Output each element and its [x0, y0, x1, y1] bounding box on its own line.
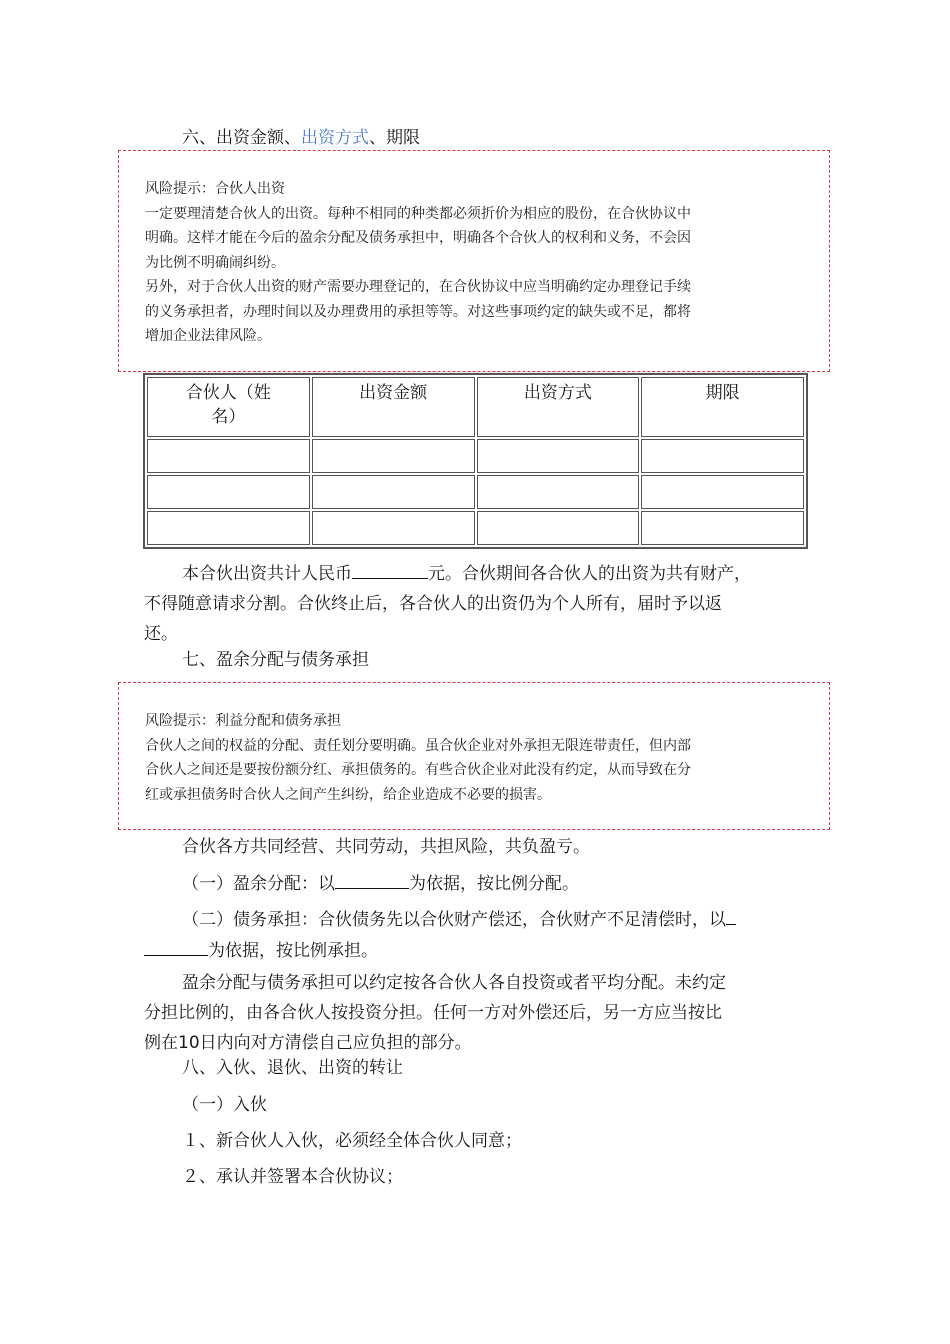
risk-note-line: 明确。这样才能在今后的盈余分配及债务承担中，明确各个合伙人的权利和义务，不会因	[145, 230, 691, 246]
risk-note-line: 的义务承担者，办理时间以及办理费用的承担等等。对这些事项约定的缺失或不足，都将	[145, 303, 691, 320]
contribution-table	[143, 373, 808, 549]
table-cell[interactable]	[477, 439, 640, 473]
risk-note-line: 一定要理清楚合伙人的出资。每种不相同的种类都必须折价为相应的股份，在合伙协议中	[145, 205, 691, 222]
table-cell[interactable]	[147, 511, 310, 545]
debt-bearing-paragraph: （二）债务承担：合伙债务先以合伙财产偿还，合伙财产不足清偿时，以 为依据，按比例承担。	[144, 904, 808, 966]
table-row	[147, 511, 804, 545]
header-method: 出资方式	[477, 377, 640, 437]
risk-note-line: 红或承担债务时合伙人之间产生纠纷，给企业造成不必要的损害。	[145, 786, 551, 803]
risk-note-body	[145, 177, 805, 349]
risk-note-title: 风险提示：合伙人出资	[145, 181, 285, 197]
table-cell[interactable]	[147, 439, 310, 473]
days-number: 10	[178, 1033, 200, 1053]
ratio-paragraph: 盈余分配与债务承担可以约定按各合伙人各自投资或者平均分配。未约定 分担比例的，由各合伙人按投资分担。任何一方对外偿还后，另一方应当按比 例在10日内向对方清偿自己应负担的部分。	[144, 973, 726, 1053]
risk-note-line: 合伙人之间还是要按份额分红、承担债务的。有些合伙企业对此没有约定，从而导致在分	[145, 762, 691, 778]
joint-operation-paragraph: 合伙各方共同经营、共同劳动，共担风险，共负盈亏。	[182, 837, 590, 857]
join-item-1: １、新合伙人入伙，必须经全体合伙人同意；	[182, 1131, 522, 1151]
section-7-heading: 七、盈余分配与债务承担	[182, 650, 369, 670]
table-cell[interactable]	[477, 511, 640, 545]
debt-basis-blank[interactable]	[144, 935, 208, 956]
table-cell[interactable]	[147, 475, 310, 509]
header-term: 期限	[641, 377, 804, 437]
table-cell[interactable]	[641, 439, 804, 473]
debt-basis-blank-start[interactable]	[726, 904, 736, 925]
table-cell[interactable]	[641, 511, 804, 545]
risk-note-line: 另外，对于合伙人出资的财产需要办理登记的，在合伙协议中应当明确约定办理登记手续	[145, 279, 691, 295]
risk-note-line: 增加企业法律风险。	[145, 328, 271, 344]
table-row	[147, 475, 804, 509]
risk-note-body	[145, 709, 805, 807]
profit-basis-blank[interactable]	[335, 868, 409, 889]
risk-note-title: 风险提示：利益分配和债务承担	[145, 713, 341, 729]
header-amount: 出资金额	[312, 377, 475, 437]
table-cell[interactable]	[312, 439, 475, 473]
risk-note-line: 合伙人之间的权益的分配、责任划分要明确。虽合伙企业对外承担无限连带责任，但内部	[145, 737, 691, 754]
table-header-row	[147, 377, 804, 437]
risk-note-line: 为比例不明确闹纠纷。	[145, 254, 285, 271]
section-6-heading	[182, 124, 846, 152]
profit-distribution-paragraph: （一）盈余分配：以 为依据，按比例分配。	[182, 868, 846, 899]
table-cell[interactable]	[312, 511, 475, 545]
section-6-heading-suffix: 、期限	[369, 128, 420, 148]
table-cell[interactable]	[312, 475, 475, 509]
header-partner-name: 合伙人（姓名）	[147, 377, 310, 437]
section-8-heading: 八、入伙、退伙、出资的转让	[182, 1058, 403, 1078]
join-item-2: ２、承认并签署本合伙协议；	[182, 1167, 403, 1187]
table-cell[interactable]	[641, 475, 804, 509]
risk-note-profit-debt	[118, 682, 830, 830]
join-subheading: （一）入伙	[182, 1095, 267, 1115]
capital-paragraph: 本合伙出资共计人民币 元。合伙期间各合伙人的出资为共有财产， 不得随意请求分割。合伙终止后，各合伙人的出资仍为个人所有，届时予以返 还。	[144, 558, 808, 649]
risk-note-contribution	[118, 150, 830, 372]
table-row	[147, 439, 804, 473]
capital-amount-blank[interactable]	[352, 558, 428, 579]
table-cell[interactable]	[477, 475, 640, 509]
section-6-heading-prefix: 六、出资金额、	[182, 128, 301, 148]
capital-method-link[interactable]: 出资方式	[301, 128, 369, 148]
